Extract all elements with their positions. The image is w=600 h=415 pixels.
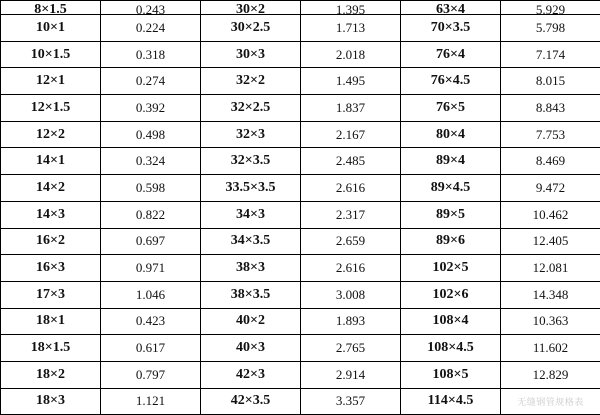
cell-weight: 0.971 (101, 255, 201, 282)
table-row (1, 308, 600, 335)
table-row (1, 148, 600, 175)
cell-weight: 0.274 (101, 68, 201, 95)
cell-size: 30×2 (201, 1, 301, 15)
table-row (1, 41, 600, 68)
cell-size: 12×1.5 (1, 95, 101, 122)
cell-weight: 1.713 (301, 15, 401, 42)
cell-weight: 0.697 (101, 228, 201, 255)
cell-size: 102×6 (401, 281, 501, 308)
cell-weight: 2.317 (301, 201, 401, 228)
table-row (1, 255, 600, 282)
cell-size: 42×3.5 (201, 388, 301, 415)
cell-weight: 0.423 (101, 308, 201, 335)
cell-size: 18×1 (1, 308, 101, 335)
cell-size: 42×3 (201, 361, 301, 388)
cell-weight: 0.243 (101, 1, 201, 15)
cell-weight: 14.348 (501, 281, 600, 308)
cell-size: 30×2.5 (201, 15, 301, 42)
cell-size: 32×2 (201, 68, 301, 95)
cell-size: 32×3 (201, 121, 301, 148)
cell-weight: 1.395 (301, 1, 401, 15)
cell-size: 12×2 (1, 121, 101, 148)
cell-size: 89×4.5 (401, 175, 501, 202)
cell-weight: 2.659 (301, 228, 401, 255)
cell-size: 17×3 (1, 281, 101, 308)
cell-size: 10×1.5 (1, 41, 101, 68)
cell-weight: 1.893 (301, 308, 401, 335)
cell-weight: 7.753 (501, 121, 600, 148)
cell-size: 14×3 (1, 201, 101, 228)
table-row (1, 15, 600, 42)
cell-size: 40×2 (201, 308, 301, 335)
table-row (1, 175, 600, 202)
cell-weight: 2.485 (301, 148, 401, 175)
cell-size: 76×5 (401, 95, 501, 122)
cell-weight: 1.121 (101, 388, 201, 415)
cell-weight: 12.829 (501, 361, 600, 388)
table-row (1, 1, 600, 15)
cell-weight: 2.914 (301, 361, 401, 388)
cell-weight: 5.798 (501, 15, 600, 42)
cell-weight: 3.008 (301, 281, 401, 308)
cell-size: 89×4 (401, 148, 501, 175)
cell-size: 32×3.5 (201, 148, 301, 175)
cell-size: 10×1 (1, 15, 101, 42)
cell-size: 40×3 (201, 335, 301, 362)
cell-size: 108×4.5 (401, 335, 501, 362)
cell-size: 14×1 (1, 148, 101, 175)
cell-size: 16×3 (1, 255, 101, 282)
cell-weight: 1.046 (101, 281, 201, 308)
table-body (1, 1, 600, 415)
cell-size: 16×2 (1, 228, 101, 255)
cell-size: 38×3 (201, 255, 301, 282)
cell-size: 30×3 (201, 41, 301, 68)
table-row (1, 68, 600, 95)
cell-weight: 2.018 (301, 41, 401, 68)
table-row (1, 95, 600, 122)
cell-watermark (501, 388, 600, 415)
cell-weight: 8.015 (501, 68, 600, 95)
cell-size: 12×1 (1, 68, 101, 95)
cell-weight: 1.495 (301, 68, 401, 95)
watermark-text: 无缝钢管规格表 (517, 397, 584, 407)
cell-size: 76×4 (401, 41, 501, 68)
cell-size: 102×5 (401, 255, 501, 282)
cell-size: 18×1.5 (1, 335, 101, 362)
cell-size: 63×4 (401, 1, 501, 15)
cell-size: 33.5×3.5 (201, 175, 301, 202)
cell-size: 89×5 (401, 201, 501, 228)
cell-size: 38×3.5 (201, 281, 301, 308)
cell-weight: 7.174 (501, 41, 600, 68)
cell-weight: 0.617 (101, 335, 201, 362)
cell-weight: 9.472 (501, 175, 600, 202)
cell-size: 34×3 (201, 201, 301, 228)
cell-weight: 0.318 (101, 41, 201, 68)
cell-size: 108×4 (401, 308, 501, 335)
cell-size: 18×3 (1, 388, 101, 415)
table-row (1, 121, 600, 148)
cell-weight: 1.837 (301, 95, 401, 122)
cell-size: 18×2 (1, 361, 101, 388)
cell-size: 89×6 (401, 228, 501, 255)
cell-size: 80×4 (401, 121, 501, 148)
cell-size: 14×2 (1, 175, 101, 202)
cell-weight: 12.405 (501, 228, 600, 255)
cell-weight: 5.929 (501, 1, 600, 15)
table-row (1, 281, 600, 308)
cell-size: 8×1.5 (1, 1, 101, 15)
cell-weight: 0.797 (101, 361, 201, 388)
cell-size: 108×5 (401, 361, 501, 388)
cell-weight: 8.469 (501, 148, 600, 175)
cell-weight: 11.602 (501, 335, 600, 362)
cell-size: 32×2.5 (201, 95, 301, 122)
table-row (1, 201, 600, 228)
cell-weight: 2.616 (301, 175, 401, 202)
cell-size: 70×3.5 (401, 15, 501, 42)
cell-weight: 0.822 (101, 201, 201, 228)
cell-weight: 10.462 (501, 201, 600, 228)
table-row (1, 361, 600, 388)
cell-size: 114×4.5 (401, 388, 501, 415)
table-row (1, 335, 600, 362)
cell-weight: 2.167 (301, 121, 401, 148)
cell-size: 76×4.5 (401, 68, 501, 95)
cell-weight: 2.616 (301, 255, 401, 282)
cell-weight: 2.765 (301, 335, 401, 362)
cell-weight: 10.363 (501, 308, 600, 335)
table-row (1, 228, 600, 255)
table-row (1, 388, 600, 415)
cell-weight: 3.357 (301, 388, 401, 415)
cell-weight: 0.324 (101, 148, 201, 175)
cell-weight: 12.081 (501, 255, 600, 282)
cell-weight: 0.498 (101, 121, 201, 148)
cell-size: 34×3.5 (201, 228, 301, 255)
cell-weight: 0.392 (101, 95, 201, 122)
cell-weight: 0.598 (101, 175, 201, 202)
cell-weight: 8.843 (501, 95, 600, 122)
cell-weight: 0.224 (101, 15, 201, 42)
